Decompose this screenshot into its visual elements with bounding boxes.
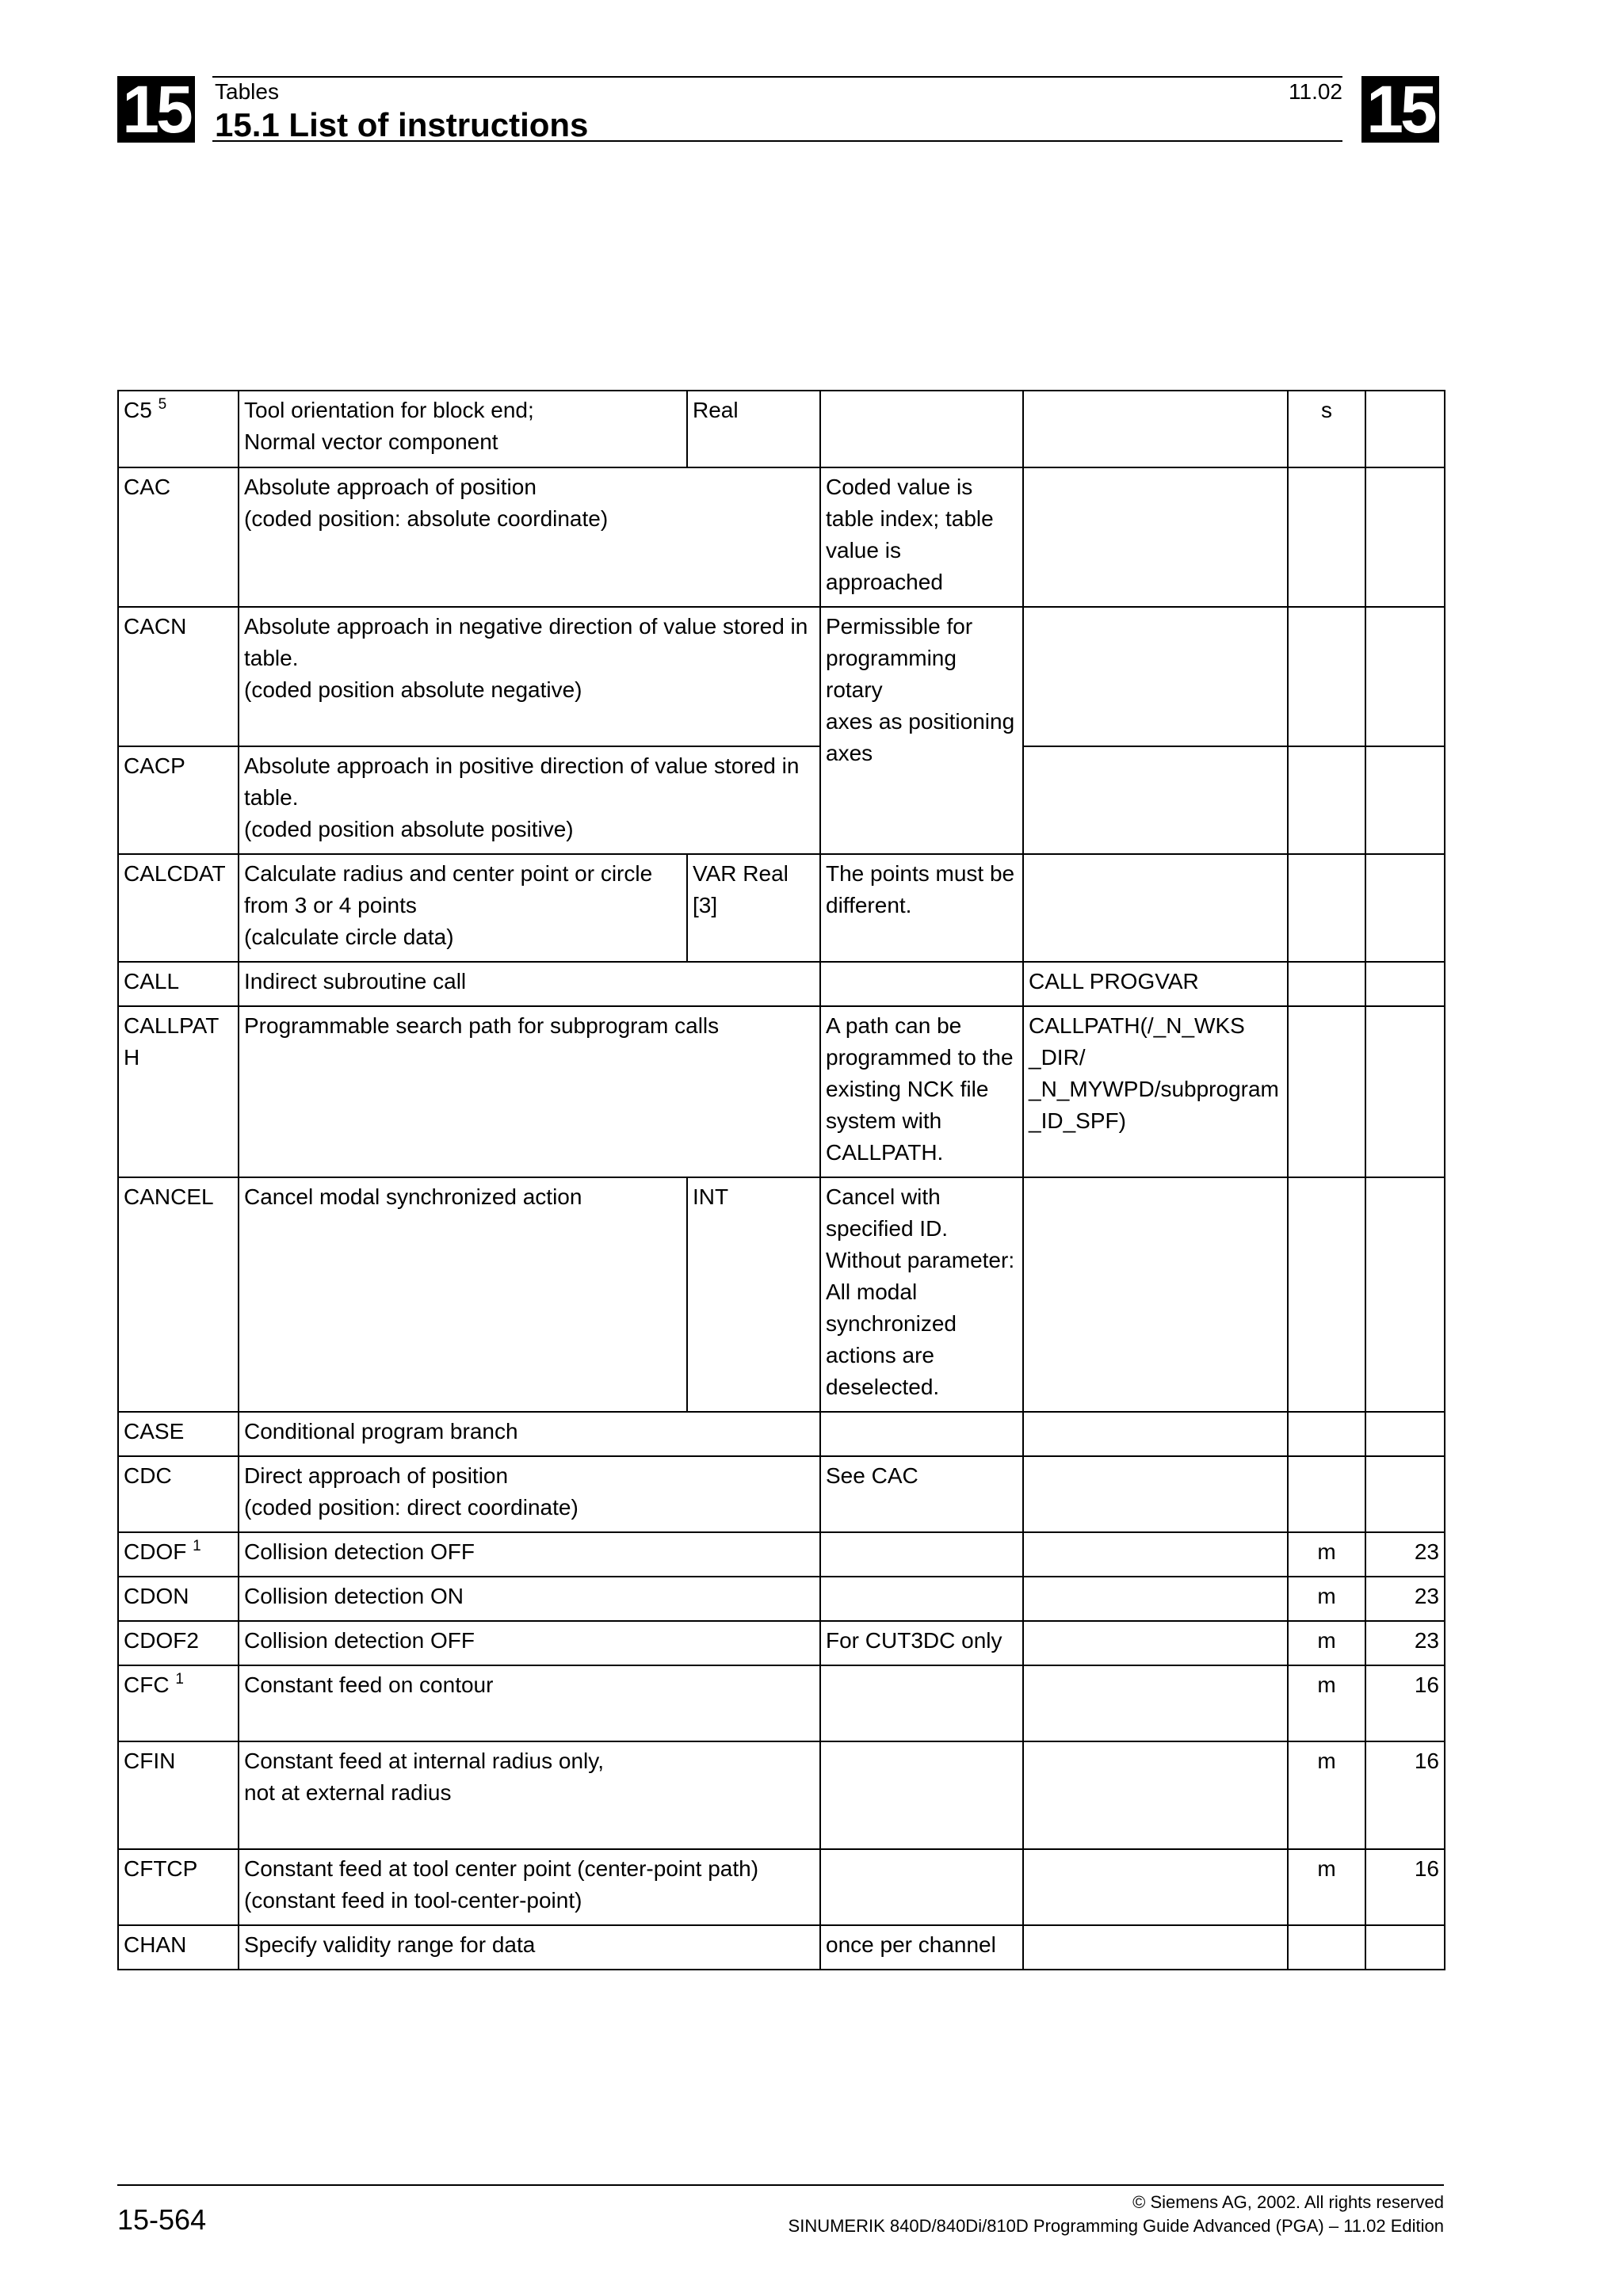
example-cell bbox=[1023, 607, 1288, 746]
example-cell bbox=[1023, 1849, 1288, 1925]
instruction-cell bbox=[118, 391, 239, 467]
chapter-number-box: 15 bbox=[117, 76, 195, 143]
group-cell bbox=[1365, 962, 1445, 1006]
instruction-cell: CANCEL bbox=[118, 1177, 239, 1412]
remark-cell: Permissible for programming rotary axes as positioning axes bbox=[820, 607, 1023, 854]
description-cell: Absolute approach of position (coded position: absolute coordinate) bbox=[239, 467, 820, 607]
table-row bbox=[118, 1925, 1445, 1970]
description-cell: Collision detection OFF bbox=[239, 1532, 820, 1577]
description-cell: Constant feed at tool center point (center-point path) (constant feed in tool-center-point) bbox=[239, 1849, 820, 1925]
description-cell: Absolute approach in negative direction of value stored in table. (coded position absolute negative) bbox=[239, 607, 820, 746]
example-cell bbox=[1023, 854, 1288, 962]
example-cell bbox=[1023, 467, 1288, 607]
table-row bbox=[118, 1849, 1445, 1925]
remark-cell: Cancel with specified ID. Without parameter: All modal synchronized actions are deselected. bbox=[820, 1177, 1023, 1412]
example-cell: CALL PROGVAR bbox=[1023, 962, 1288, 1006]
remark-cell bbox=[820, 1577, 1023, 1621]
type-cell: INT bbox=[687, 1177, 820, 1412]
table-row bbox=[118, 1532, 1445, 1577]
modal-cell bbox=[1288, 1412, 1365, 1456]
footer-guide-title: SINUMERIK 840D/840Di/810D Programming Guide Advanced (PGA) – 11.02 Edition bbox=[788, 2216, 1444, 2236]
group-cell bbox=[1365, 854, 1445, 962]
instruction-cell bbox=[118, 1532, 239, 1577]
modal-cell: m bbox=[1288, 1621, 1365, 1665]
example-cell bbox=[1023, 1741, 1288, 1849]
table-row bbox=[118, 962, 1445, 1006]
example-cell bbox=[1023, 1177, 1288, 1412]
description-cell: Absolute approach in positive direction of value stored in table. (coded position absolute positive) bbox=[239, 746, 820, 854]
instruction-cell: CAC bbox=[118, 467, 239, 607]
remark-cell: A path can be programmed to the existing NCK file system with CALLPATH. bbox=[820, 1006, 1023, 1177]
description-cell: Collision detection ON bbox=[239, 1577, 820, 1621]
table-row bbox=[118, 746, 1445, 854]
table-row bbox=[118, 1741, 1445, 1849]
instruction-name: C5 bbox=[124, 398, 152, 422]
description-cell: Conditional program branch bbox=[239, 1412, 820, 1456]
footer-rule bbox=[117, 2184, 1444, 2186]
modal-cell bbox=[1288, 746, 1365, 854]
header-rule-top bbox=[212, 76, 1342, 78]
footnote-marker: 1 bbox=[175, 1671, 184, 1688]
description-cell: Specify validity range for data bbox=[239, 1925, 820, 1970]
modal-cell bbox=[1288, 1177, 1365, 1412]
group-cell: 16 bbox=[1365, 1665, 1445, 1741]
modal-cell bbox=[1288, 962, 1365, 1006]
modal-cell bbox=[1288, 1006, 1365, 1177]
type-cell: Real bbox=[687, 391, 820, 467]
instruction-cell: CFTCP bbox=[118, 1849, 239, 1925]
instruction-cell: CDC bbox=[118, 1456, 239, 1532]
modal-cell bbox=[1288, 1925, 1365, 1970]
remark-cell bbox=[820, 1665, 1023, 1741]
instruction-cell: CASE bbox=[118, 1412, 239, 1456]
table-row bbox=[118, 467, 1445, 607]
example-cell bbox=[1023, 1665, 1288, 1741]
modal-cell bbox=[1288, 467, 1365, 607]
remark-cell bbox=[820, 391, 1023, 467]
example-cell bbox=[1023, 1925, 1288, 1970]
table-row bbox=[118, 1006, 1445, 1177]
description-cell: Cancel modal synchronized action bbox=[239, 1177, 687, 1412]
example-cell bbox=[1023, 1456, 1288, 1532]
footnote-marker: 1 bbox=[193, 1538, 201, 1554]
example-cell bbox=[1023, 1412, 1288, 1456]
modal-cell: m bbox=[1288, 1741, 1365, 1849]
group-cell bbox=[1365, 467, 1445, 607]
modal-cell bbox=[1288, 1456, 1365, 1532]
header-date: 11.02 bbox=[1289, 79, 1342, 104]
instruction-name: CFC bbox=[124, 1672, 170, 1697]
instruction-cell: CALL bbox=[118, 962, 239, 1006]
modal-cell bbox=[1288, 607, 1365, 746]
page-number: 15-564 bbox=[117, 2203, 207, 2236]
table-row bbox=[118, 1177, 1445, 1412]
description-cell: Tool orientation for block end; Normal vector component bbox=[239, 391, 687, 467]
instruction-cell: CDOF2 bbox=[118, 1621, 239, 1665]
instruction-cell: CACN bbox=[118, 607, 239, 746]
remark-cell: The points must be different. bbox=[820, 854, 1023, 962]
instruction-name: CDOF bbox=[124, 1539, 187, 1564]
modal-cell: m bbox=[1288, 1532, 1365, 1577]
footnote-marker: 5 bbox=[158, 396, 167, 413]
footer-copyright: © Siemens AG, 2002. All rights reserved bbox=[1132, 2192, 1444, 2212]
example-cell bbox=[1023, 746, 1288, 854]
remark-cell: Coded value is table index; table value is approached bbox=[820, 467, 1023, 607]
group-cell bbox=[1365, 1177, 1445, 1412]
chapter-number-box-right: 15 bbox=[1361, 76, 1439, 143]
instruction-table bbox=[117, 390, 1445, 1970]
example-cell: CALLPATH(/_N_WKS _DIR/ _N_MYWPD/subprogram _ID_SPF) bbox=[1023, 1006, 1288, 1177]
instruction-cell: CDON bbox=[118, 1577, 239, 1621]
group-cell: 23 bbox=[1365, 1532, 1445, 1577]
description-cell: Collision detection OFF bbox=[239, 1621, 820, 1665]
remark-cell bbox=[820, 1849, 1023, 1925]
example-cell bbox=[1023, 1532, 1288, 1577]
instruction-cell: CALLPATH bbox=[118, 1006, 239, 1177]
description-cell: Constant feed at internal radius only, not at external radius bbox=[239, 1741, 820, 1849]
remark-cell: For CUT3DC only bbox=[820, 1621, 1023, 1665]
group-cell: 23 bbox=[1365, 1621, 1445, 1665]
remark-cell bbox=[820, 962, 1023, 1006]
modal-cell: m bbox=[1288, 1577, 1365, 1621]
instruction-cell bbox=[118, 1665, 239, 1741]
group-cell: 16 bbox=[1365, 1741, 1445, 1849]
table-row bbox=[118, 1621, 1445, 1665]
group-cell bbox=[1365, 1006, 1445, 1177]
table-row bbox=[118, 607, 1445, 746]
remark-cell: once per channel bbox=[820, 1925, 1023, 1970]
page-title: 15.1 List of instructions bbox=[215, 106, 589, 143]
instruction-cell: CALCDAT bbox=[118, 854, 239, 962]
group-cell bbox=[1365, 607, 1445, 746]
example-cell bbox=[1023, 1577, 1288, 1621]
group-cell bbox=[1365, 1925, 1445, 1970]
description-cell: Constant feed on contour bbox=[239, 1665, 820, 1741]
description-cell: Direct approach of position (coded position: direct coordinate) bbox=[239, 1456, 820, 1532]
group-cell: 23 bbox=[1365, 1577, 1445, 1621]
type-cell: VAR Real [3] bbox=[687, 854, 820, 962]
instruction-cell: CACP bbox=[118, 746, 239, 854]
table-row bbox=[118, 1665, 1445, 1741]
example-cell bbox=[1023, 391, 1288, 467]
modal-cell: m bbox=[1288, 1849, 1365, 1925]
instruction-cell: CFIN bbox=[118, 1741, 239, 1849]
group-cell bbox=[1365, 1456, 1445, 1532]
description-cell: Calculate radius and center point or circle from 3 or 4 points (calculate circle data) bbox=[239, 854, 687, 962]
example-cell bbox=[1023, 1621, 1288, 1665]
description-cell: Indirect subroutine call bbox=[239, 962, 820, 1006]
table-row bbox=[118, 1412, 1445, 1456]
group-cell bbox=[1365, 746, 1445, 854]
group-cell bbox=[1365, 1412, 1445, 1456]
remark-cell bbox=[820, 1412, 1023, 1456]
header-section-label: Tables bbox=[215, 79, 279, 104]
table-row bbox=[118, 1456, 1445, 1532]
remark-cell bbox=[820, 1532, 1023, 1577]
instruction-cell: CHAN bbox=[118, 1925, 239, 1970]
table-row bbox=[118, 391, 1445, 467]
group-cell: 16 bbox=[1365, 1849, 1445, 1925]
modal-cell: s bbox=[1288, 391, 1365, 467]
table-row bbox=[118, 854, 1445, 962]
description-cell: Programmable search path for subprogram calls bbox=[239, 1006, 820, 1177]
modal-cell: m bbox=[1288, 1665, 1365, 1741]
table-row bbox=[118, 1577, 1445, 1621]
modal-cell bbox=[1288, 854, 1365, 962]
remark-cell bbox=[820, 1741, 1023, 1849]
group-cell bbox=[1365, 391, 1445, 467]
remark-cell: See CAC bbox=[820, 1456, 1023, 1532]
